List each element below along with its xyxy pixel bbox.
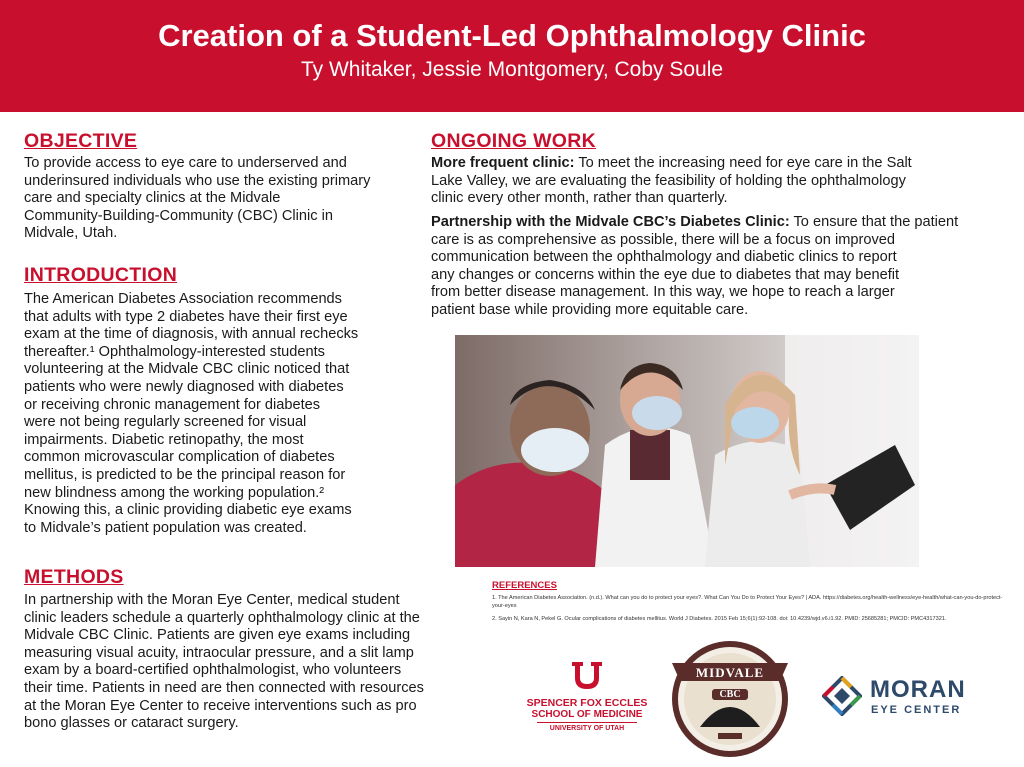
text-line: underinsured individuals who use the existing primary [24, 172, 371, 189]
ongoing-para-1 [431, 155, 912, 208]
text-line: Knowing this, a clinic providing diabetic eye exams [24, 502, 352, 519]
midvale-cbc-text: CBC [712, 689, 748, 700]
text-line: care and specialty clinics at the Midvale [24, 190, 281, 207]
text-line: mellitus, is predicted to be the principal reason for [24, 466, 346, 483]
logo-u-line3: UNIVERSITY OF UTAH [549, 725, 625, 732]
ongoing-p1-label: More frequent clinic: [431, 155, 575, 171]
text-line: Midvale, Utah. [24, 225, 118, 242]
text-line: to Midvale’s patient population was created. [24, 519, 307, 536]
poster-authors: Ty Whitaker, Jessie Montgomery, Coby Soule [300, 58, 724, 81]
ongoing-heading: ONGOING WORK [431, 130, 597, 152]
midvale-badge-text: MIDVALE [695, 665, 765, 680]
text-line: at the Moran Eye Center to receive interventions such as pro [24, 697, 417, 714]
text-line: To provide access to eye care to underserved and [24, 155, 347, 171]
text-line: new blindness among the working population.² [24, 484, 325, 501]
moran-diamond-icon [822, 676, 862, 716]
introduction-heading: INTRODUCTION [24, 264, 178, 286]
logo-u-line1: SPENCER FOX ECCLES [526, 697, 648, 709]
text-line: care is as comprehensive as possible, there will be a focus on improved [431, 231, 895, 248]
logo-u-line2: SCHOOL OF MEDICINE [531, 709, 643, 720]
text-line: patients who were newly diagnosed with diabetes [24, 378, 344, 395]
objective-heading: OBJECTIVE [24, 130, 138, 152]
reference-item: 2. Sayin N, Kara N, Pekel G. Ocular complications of diabetes mellitus. World J Diabetes. 2015 Feb 15;6(1):92-108. doi: 10.4239/wjd.v6.i1.92. PMID: 25685281; PMCID: PMC4317321. [492, 616, 947, 622]
text-line: their time. Patients in need are then connected with resources [24, 679, 424, 696]
clinic-photo-illustration [455, 335, 919, 567]
text-line: measuring visual acuity, intraocular pressure, and a slit lamp [24, 644, 414, 661]
objective-text [24, 155, 370, 243]
references-list [492, 594, 1004, 628]
text-line: To ensure that the patient [789, 214, 959, 230]
text-line: Midvale CBC Clinic. Patients are given eye exams including [24, 627, 411, 644]
moran-eye-center-logo [822, 672, 972, 722]
text-line: volunteering at the Midvale CBC clinic noticed that [24, 361, 350, 378]
text-line: exam by a board-certified ophthalmologist, who volunteers [24, 662, 402, 679]
text-line: patient base while providing more equitable care. [431, 301, 749, 318]
text-line: any changes or concerns within the eye due to diabetes that may benefit [431, 266, 900, 283]
ongoing-p2-label: Partnership with the Midvale CBC’s Diabetes Clinic: [431, 214, 790, 230]
logo-u-divider [537, 722, 637, 723]
moran-sub-text: EYE CENTER [871, 704, 962, 716]
ongoing-para-2 [431, 214, 958, 320]
text-line: were not being regularly screened for visual [24, 414, 307, 431]
references-heading: REFERENCES [492, 580, 557, 591]
block-u-icon [570, 660, 604, 690]
spencer-fox-eccles-logo [517, 660, 657, 740]
text-line: clinic leaders schedule a quarterly ophthalmology clinic at the [24, 609, 420, 626]
midvale-cbc-logo [668, 635, 792, 759]
text-line: communication between the ophthalmology and diabetic clinics to report [431, 249, 897, 266]
methods-heading: METHODS [24, 566, 124, 588]
text-line: clinic every other month, rather than quarterly. [431, 190, 728, 207]
text-line: To meet the increasing need for eye care in the Salt [574, 155, 912, 171]
clinic-photo [455, 335, 919, 567]
text-line: The American Diabetes Association recommends [24, 291, 342, 307]
text-line: from better disease management. In this way, we hope to reach a larger [431, 284, 895, 301]
poster-title: Creation of a Student-Led Ophthalmology Clinic [158, 18, 866, 53]
text-line: Lake Valley, we are evaluating the feasibility of holding the ophthalmology [431, 172, 906, 189]
text-line: exam at the time of diagnosis, with annual rechecks [24, 326, 359, 343]
methods-text [24, 592, 424, 733]
text-line: In partnership with the Moran Eye Center, medical student [24, 592, 400, 608]
reference-item: 1. The American Diabetes Association. (n.d.). What can you do to protect your eyes?. What Can You Do to Protect Your Eyes? | ADA. https://diabetes.org/health-wellness/eye-health/what-can-you-do-protect-your-eyes [492, 595, 1003, 609]
text-line: impairments. Diabetic retinopathy, the most [24, 431, 304, 448]
moran-main-text: MORAN [870, 676, 966, 703]
text-line: or receiving chronic management for diabetes [24, 396, 321, 413]
text-line: common microvascular complication of diabetes [24, 449, 335, 466]
introduction-text [24, 291, 358, 537]
text-line: that adults with type 2 diabetes have their first eye [24, 308, 348, 325]
text-line: bono glasses or cataract surgery. [24, 715, 239, 732]
poster-header [0, 0, 1024, 112]
text-line: thereafter.¹ Ophthalmology-interested students [24, 343, 325, 360]
text-line: Community-Building-Community (CBC) Clinic in [24, 207, 333, 224]
